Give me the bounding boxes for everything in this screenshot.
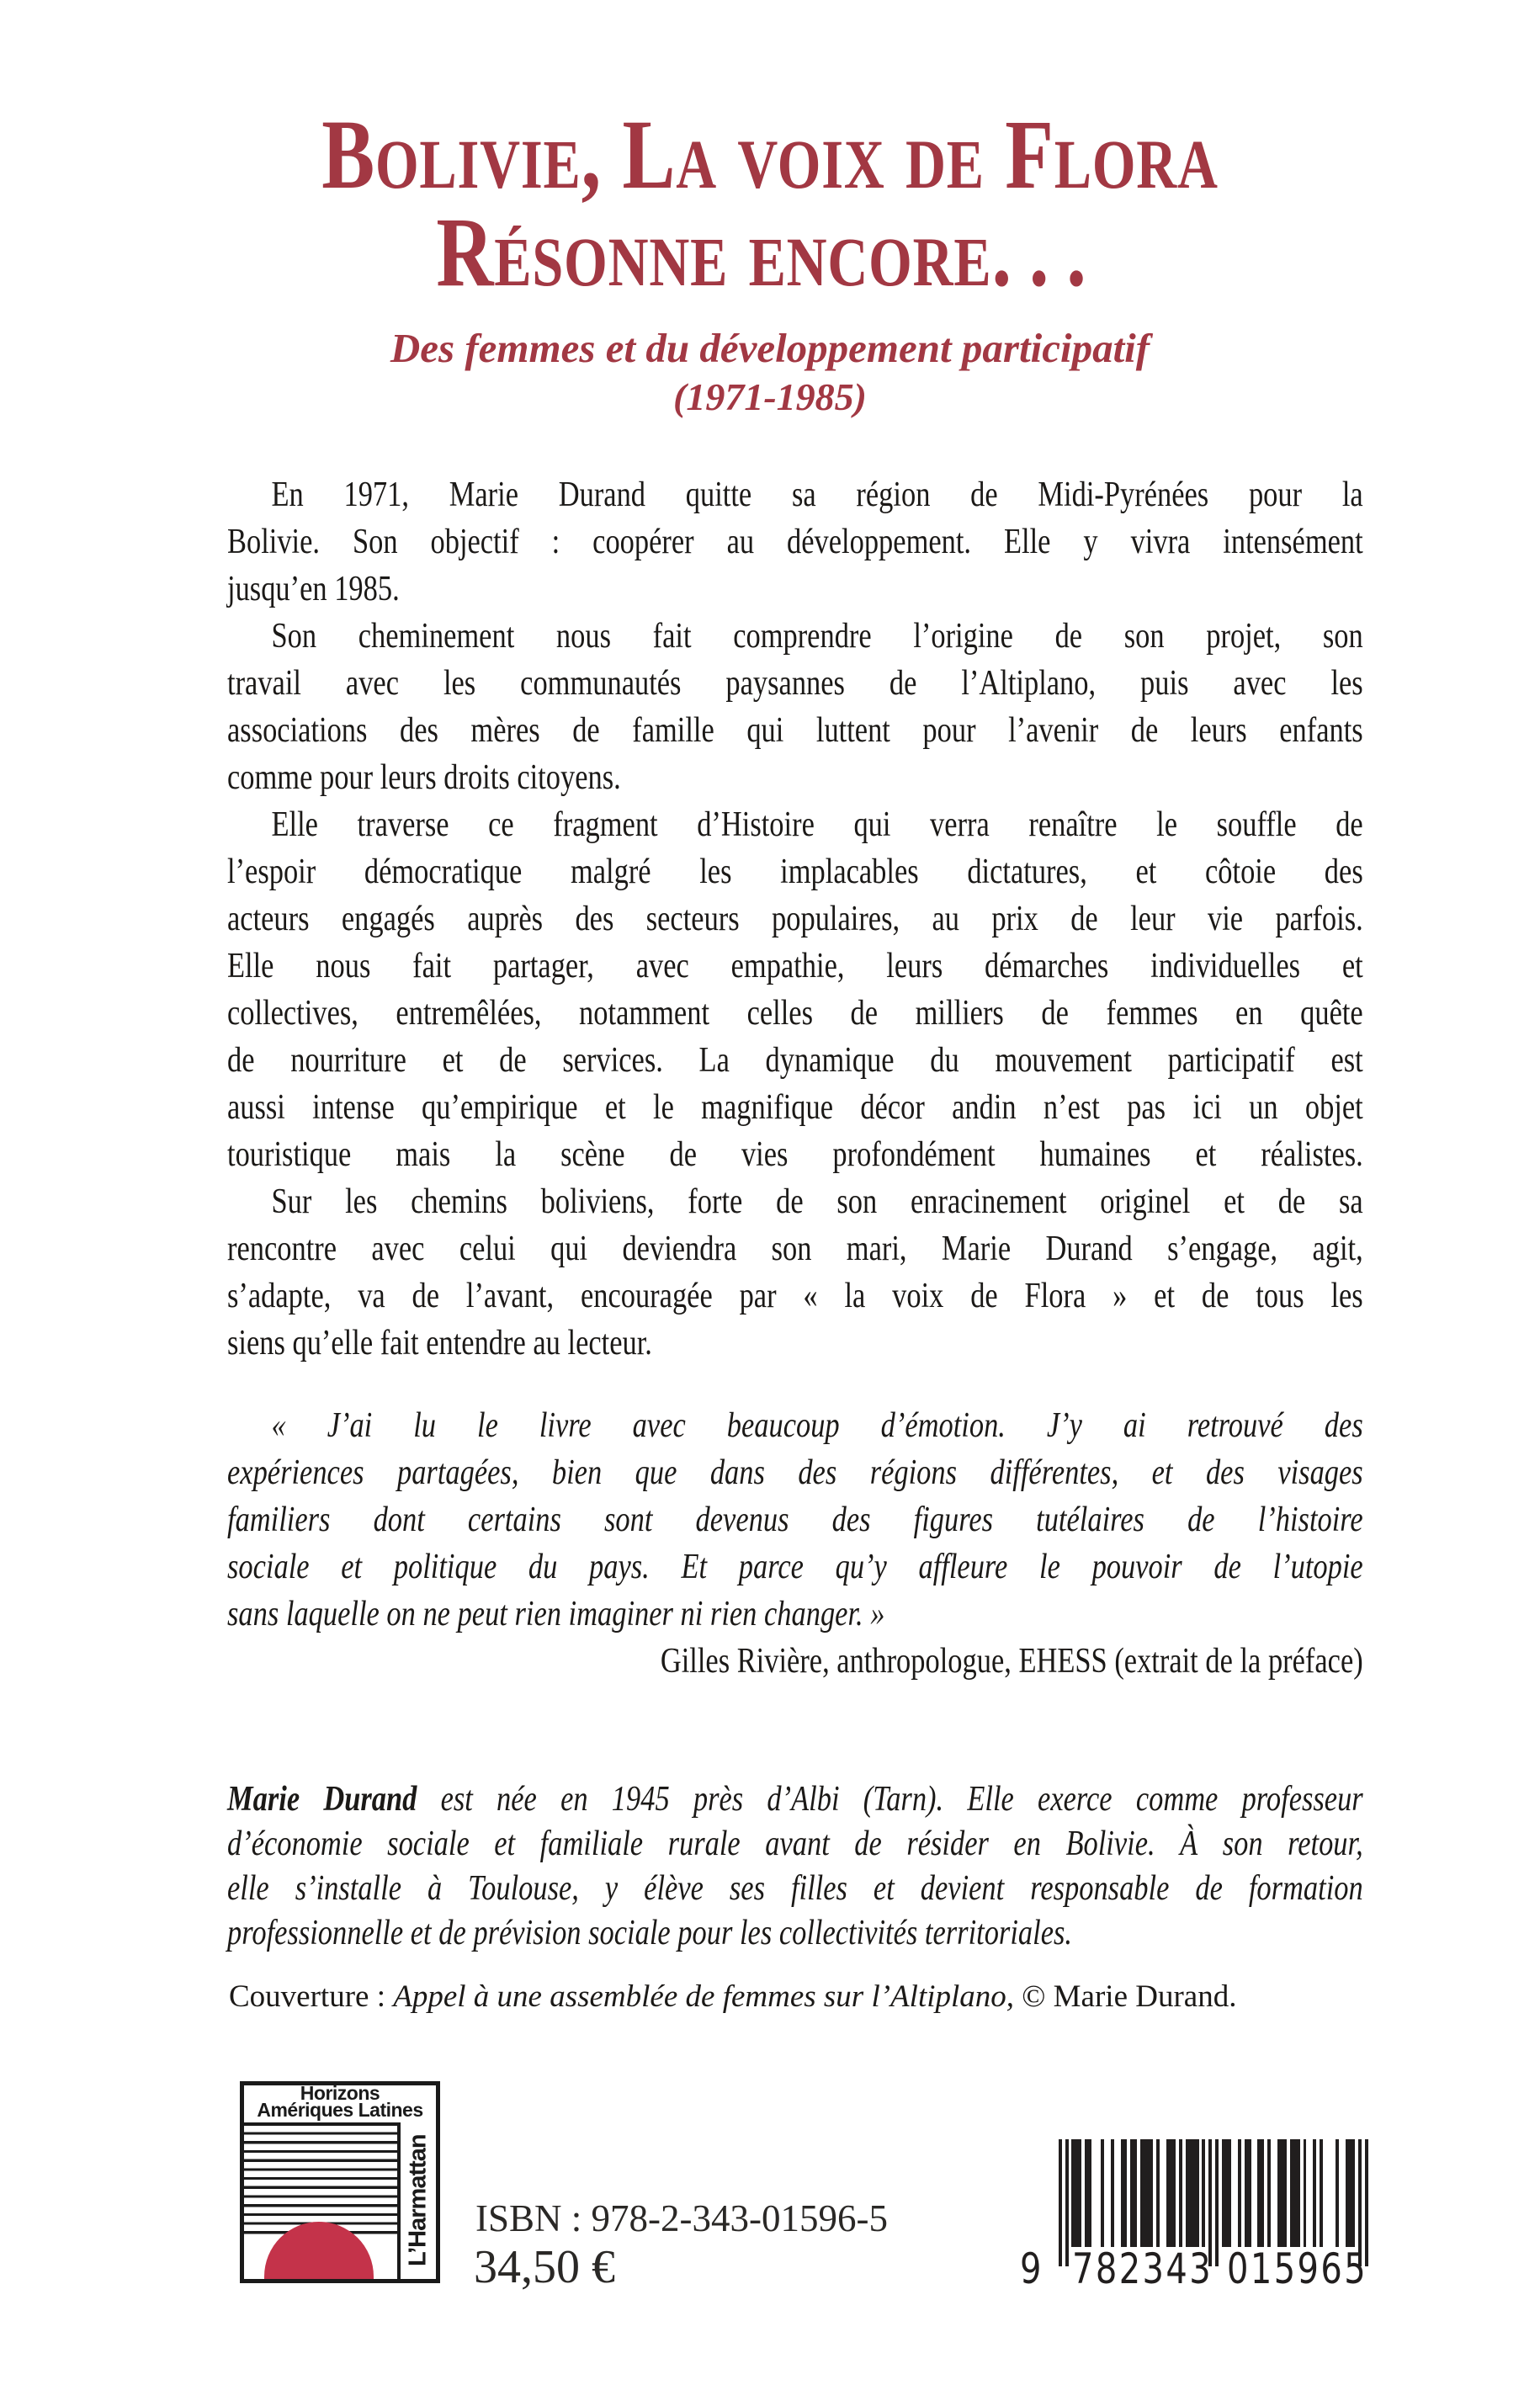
isbn-text: ISBN : 978-2-343-01596-5 xyxy=(475,2197,888,2239)
publisher-logo xyxy=(240,2081,440,2283)
bio-line: Marie Durand est née en 1945 près d’Albi (Tarn). Elle exerce comme professeur xyxy=(227,1780,1363,1819)
barcode-bar xyxy=(1186,2139,1198,2247)
body-line: acteurs engagés auprès des secteurs populaires, au prix de leur vie parfois. xyxy=(227,900,1363,938)
barcode-digits xyxy=(1018,2245,1380,2292)
bio-line: d’économie sociale et familiale rurale avant de résider en Bolivie. À son retour, xyxy=(227,1825,1363,1863)
body-line: Sur les chemins boliviens, forte de son enracinement originel et de sa xyxy=(271,1182,1363,1221)
barcode-bar xyxy=(1257,2139,1264,2247)
barcode-bar xyxy=(1238,2139,1241,2247)
body-line: associations des mères de famille qui luttent pour l’avenir de leurs enfants xyxy=(227,711,1363,750)
barcode-bar xyxy=(1277,2139,1288,2247)
barcode-bar xyxy=(1085,2139,1091,2247)
barcode-bar xyxy=(1130,2139,1137,2247)
book-subtitle: Des femmes et du développement participatif xyxy=(390,325,1150,371)
barcode-digits-group2: 015965 xyxy=(1227,2244,1368,2293)
barcode-bar xyxy=(1111,2139,1114,2247)
barcode-digit-left: 9 xyxy=(1020,2244,1043,2293)
barcode-digits-group1: 782343 xyxy=(1072,2244,1213,2293)
author-bio xyxy=(227,1777,1363,1956)
collection-name-line1: Horizons xyxy=(300,2082,380,2104)
body-line: Elle traverse ce fragment d’Histoire qui verra renaître le souffle de xyxy=(271,805,1363,844)
cover-credit-artwork-title: Appel à une assemblée de femmes sur l’Altiplano, xyxy=(393,1979,1015,2014)
book-subtitle-years: (1971-1985) xyxy=(673,375,867,418)
author-name: Marie Durand xyxy=(227,1780,417,1819)
body-line: collectives, entremêlées, notamment celles de milliers de femmes en quête xyxy=(227,994,1363,1033)
publisher-name-vertical: L’Harmattan xyxy=(404,2134,432,2267)
book-title-line1: Bolivie, La voix de Flora xyxy=(321,99,1219,210)
barcode-bar xyxy=(1101,2139,1104,2247)
body-line: Bolivie. Son objectif : coopérer au développement. Elle y vivra intensément xyxy=(227,523,1363,561)
quote-line: sociale et politique du pays. Et parce qu’y affleure le pouvoir de l’utopie xyxy=(227,1548,1363,1586)
barcode-bar xyxy=(1121,2139,1128,2247)
barcode-bar xyxy=(1290,2139,1300,2247)
barcode-bar xyxy=(1156,2139,1160,2247)
barcode-bar xyxy=(1267,2139,1271,2247)
barcode-bar xyxy=(1071,2139,1081,2247)
collection-name-line2: Amériques Latines xyxy=(257,2099,423,2121)
book-title xyxy=(154,99,1386,307)
body-line: travail avec les communautés paysannes de l’Altiplano, puis avec les xyxy=(227,664,1363,703)
body-line: rencontre avec celui qui deviendra son mari, Marie Durand s’engage, agit, xyxy=(227,1230,1363,1268)
body-line: En 1971, Marie Durand quitte sa région de Midi-Pyrénées pour la xyxy=(271,475,1363,514)
quote-line: sans laquelle on ne peut rien imaginer ni rien changer. » xyxy=(227,1595,885,1633)
barcode-bar xyxy=(1304,2139,1307,2247)
barcode-bar xyxy=(1320,2139,1323,2247)
barcode-bar xyxy=(1346,2139,1356,2247)
barcode-bar xyxy=(1313,2139,1316,2247)
barcode-bar xyxy=(1222,2139,1232,2247)
body-line: Elle nous fait partager, avec empathie, leurs démarches individuelles et xyxy=(227,947,1363,985)
body-line: de nourriture et de services. La dynamique du mouvement participatif est xyxy=(227,1041,1363,1080)
collection-name xyxy=(244,2082,436,2121)
body-line: Son cheminement nous fait comprendre l’origine de son projet, son xyxy=(271,617,1363,656)
body-line: touristique mais la scène de vies profondément humaines et réalistes. xyxy=(227,1135,1363,1174)
barcode-bar xyxy=(1179,2139,1182,2247)
barcode-bar xyxy=(1202,2139,1205,2247)
body-line: l’espoir démocratique malgré les implacables dictatures, et côtoie des xyxy=(227,853,1363,891)
quote-block xyxy=(227,1402,1363,1685)
title-ellipsis: ... xyxy=(991,197,1104,307)
body-line: aussi intense qu’empirique et le magnifique décor andin n’est pas ici un objet xyxy=(227,1088,1363,1127)
body-line: s’adapte, va de l’avant, encouragée par « la voix de Flora » et de tous les xyxy=(227,1277,1363,1315)
price-text: 34,50 € xyxy=(474,2241,615,2293)
quote-line: expériences partagées, bien que dans des régions différentes, et des visages xyxy=(227,1453,1363,1492)
barcode-bar xyxy=(1336,2139,1339,2247)
bio-line: elle s’installe à Toulouse, y élève ses filles et devient responsable de formation xyxy=(227,1869,1363,1908)
bio-line: professionnelle et de prévision sociale pour les collectivités territoriales. xyxy=(227,1914,1073,1952)
body-line: siens qu’elle fait entendre au lecteur. xyxy=(227,1324,652,1362)
cover-credit-copyright: © Marie Durand. xyxy=(1014,1979,1237,2014)
barcode-bar xyxy=(1166,2139,1176,2247)
cover-credit-label: Couverture : xyxy=(229,1979,394,2014)
barcode-bar xyxy=(1140,2139,1153,2247)
cover-credit xyxy=(229,1978,1407,2016)
body-line: comme pour leurs droits citoyens. xyxy=(227,758,621,797)
barcode xyxy=(1018,2139,1380,2295)
quote-line: « J’ai lu le livre avec beaucoup d’émotion. J’y ai retrouvé des xyxy=(271,1406,1363,1445)
quote-attribution: Gilles Rivière, anthropologue, EHESS (extrait de la préface) xyxy=(660,1642,1363,1681)
body-line: jusqu’en 1985. xyxy=(227,570,400,608)
body-paragraphs xyxy=(227,471,1363,1367)
barcode-bar xyxy=(1245,2139,1251,2247)
quote-line: familiers dont certains sont devenus des figures tutélaires de l’histoire xyxy=(227,1501,1363,1539)
book-title-line2: Résonne encore... xyxy=(436,197,1104,307)
